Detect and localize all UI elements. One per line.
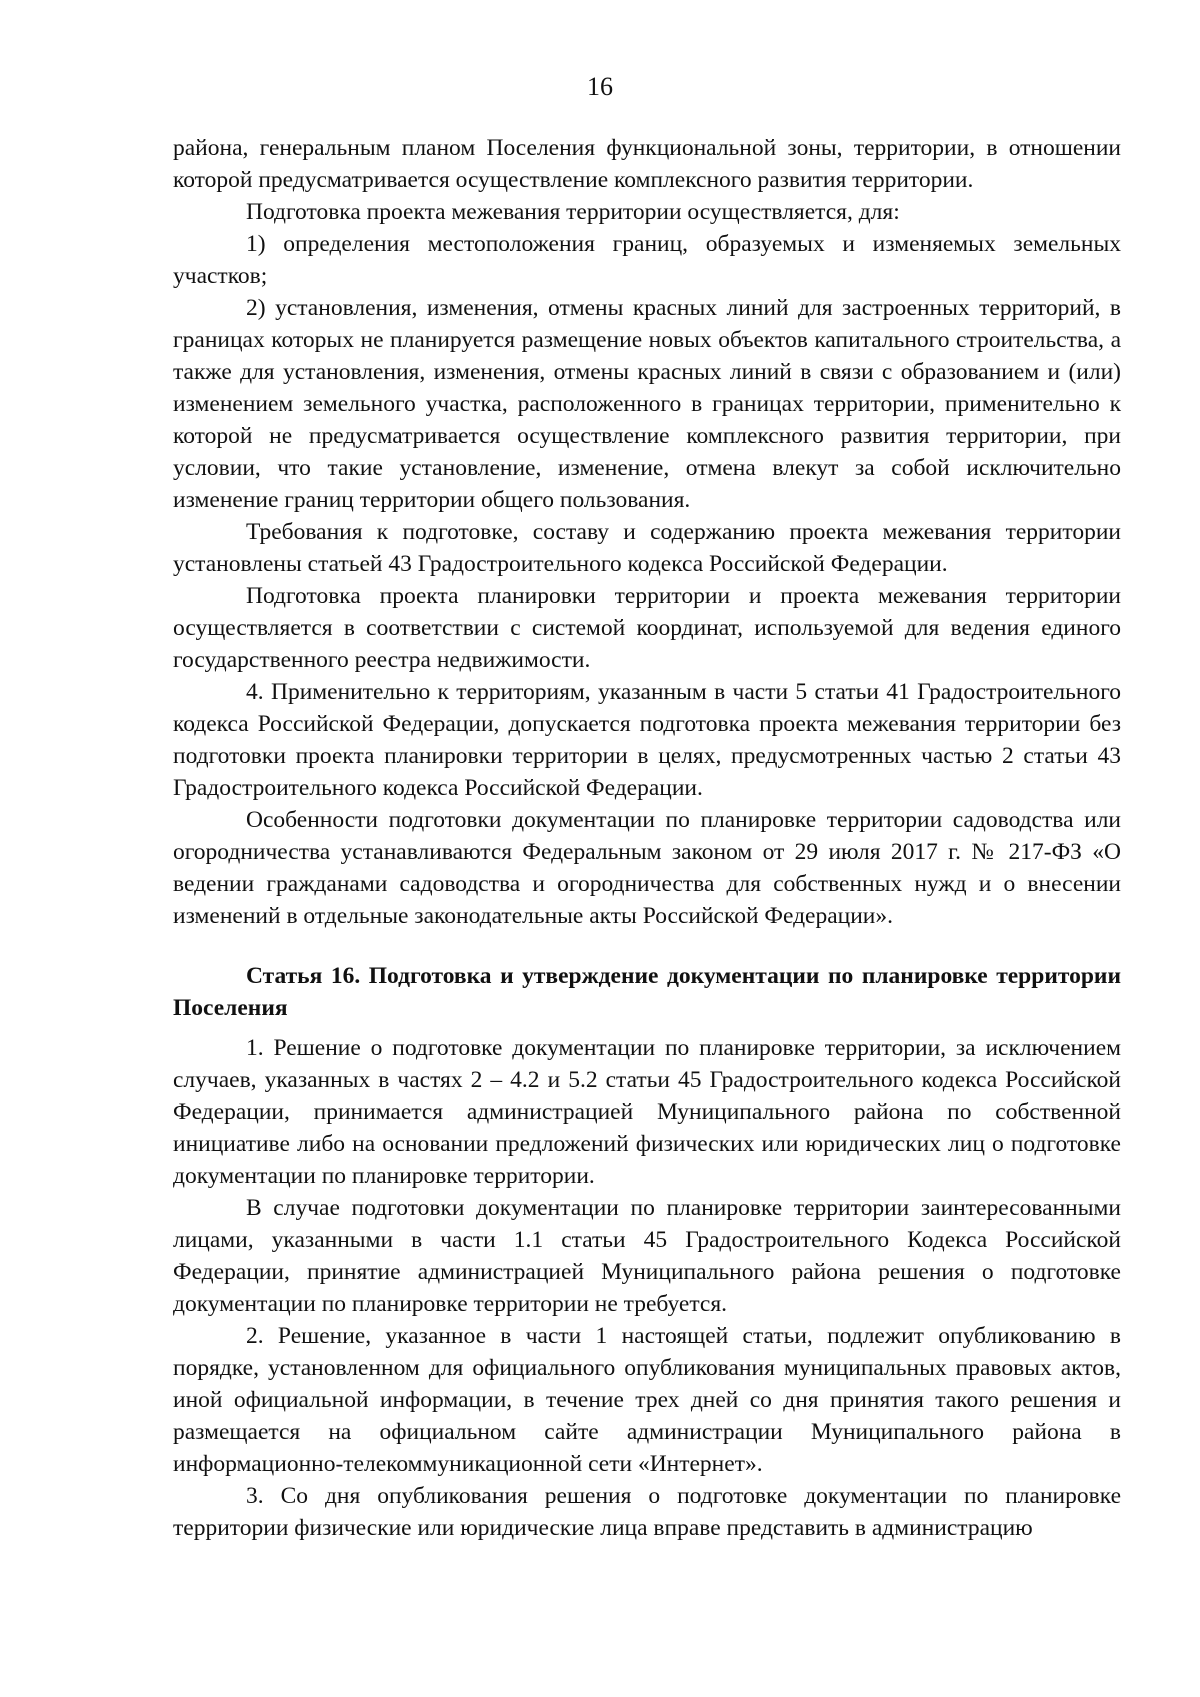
paragraph: Требования к подготовке, составу и содержанию проекта межевания территории установлены статьей 43 Градостроительного кодекса Российской Федерации. (173, 519, 1121, 577)
article-heading: Статья 16. Подготовка и утверждение документации по планировке территории Поселения (173, 963, 1121, 1021)
paragraph: 2) установления, изменения, отмены красных линий для застроенных территорий, в границах которых не планируется размещение новых объектов капитального строительства, а также для установления, изменения, отмены красных линий в связи с образованием и (или) изменением земельного участка, расположенного в границах территории, применительно к которой не предусматривается осуществление комплексного развития территории, при условии, что такие установление, изменение, отмена влекут за собой исключительно изменение границ территории общего пользования. (173, 295, 1121, 513)
paragraph: Подготовка проекта планировки территории и проекта межевания территории осуществляется в соответствии с системой координат, используемой для ведения единого государственного реестра недвижимости. (173, 583, 1121, 673)
paragraph: 1. Решение о подготовке документации по планировке территории, за исключением случаев, указанных в частях 2 – 4.2 и 5.2 статьи 45 Градостроительного кодекса Российской Федерации, принимается администрацией Муниципального района по собственной инициативе либо на основании предложений физических или юридических лиц о подготовке документации по планировке территории. (173, 1035, 1121, 1189)
paragraph: 1) определения местоположения границ, образуемых и изменяемых земельных участков; (173, 231, 1121, 289)
page-number: 16 (587, 72, 613, 101)
paragraph: Особенности подготовки документации по планировке территории садоводства или огородничества устанавливаются Федеральным законом от 29 июля 2017 г. № 217-ФЗ «О ведении гражданами садоводства и огородничества для собственных нужд и о внесении изменений в отдельные законодательные акты Российской Федерации». (173, 807, 1121, 929)
paragraph: 4. Применительно к территориям, указанным в части 5 статьи 41 Градостроительного кодекса Российской Федерации, допускается подготовка проекта межевания территории без подготовки проекта планировки территории в целях, предусмотренных частью 2 статьи 43 Градостроительного кодекса Российской Федерации. (173, 679, 1121, 801)
paragraph: 2. Решение, указанное в части 1 настоящей статьи, подлежит опубликованию в порядке, установленном для официального опубликования муниципальных правовых актов, иной официальной информации, в течение трех дней со дня принятия такого решения и размещается на официальном сайте администрации Муниципального района в информационно-телекоммуникационной сети «Интернет». (173, 1323, 1121, 1477)
paragraph: 3. Со дня опубликования решения о подготовке документации по планировке территории физические или юридические лица вправе представить в администрацию (173, 1483, 1121, 1541)
document-body (173, 132, 1121, 1544)
paragraph: района, генеральным планом Поселения функциональной зоны, территории, в отношении которой предусматривается осуществление комплексного развития территории. (173, 135, 1121, 193)
paragraph: В случае подготовки документации по планировке территории заинтересованными лицами, указанными в части 1.1 статьи 45 Градостроительного Кодекса Российской Федерации, принятие администрацией Муниципального района решения о подготовке документации по планировке территории не требуется. (173, 1195, 1121, 1317)
paragraph: Подготовка проекта межевания территории осуществляется, для: (246, 199, 900, 225)
